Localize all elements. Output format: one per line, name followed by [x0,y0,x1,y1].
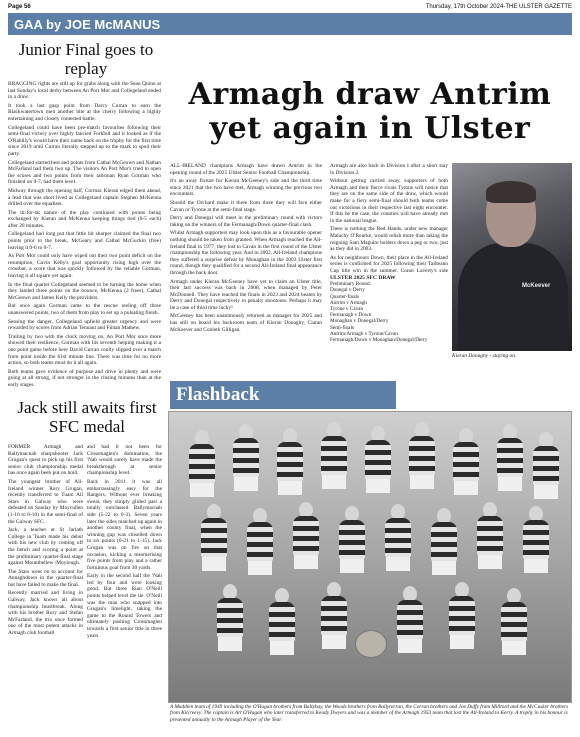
paragraph: Whilst Armagh supporters may look upon this as a favourable opener nothing should be taken from granted. When Armagh reached the All-Ireland final in 1977, they lost to Cavan in the first round of the Ulster championship the following year. And in 2002, All-Ireland champions they suffered a surprise defeat by Monaghan in the 2003 Ulster first round, though they qualified for a second All-Ireland final appearance through the back door. [170,230,322,276]
jack-article-col-b [87,444,162,734]
section-banner: GAA by JOE McMANUS [8,13,572,35]
paragraph: and had it not been for Crossmaglen's domination, the 'Nab would surely have made the breakthrough at senior championship level. [87,444,162,477]
player [363,426,393,498]
paragraph: Trailing by two with the clock moving on, An Port Mor once more showed their resilience, Gorman with his seventh helping making it a one point game before here David Curran coolly slipped over a match from point inside the 61st minute line. There was time for no more action, so both teams must do it all again. [8,333,161,367]
player [267,588,297,660]
team-photo [168,411,572,703]
paragraph: Armagh are also back in Division I after a short stay in Division 2. [330,163,448,176]
kieran-donaghy-photo [452,163,572,351]
photo-jacket [458,243,568,351]
paragraph: As for neighbours Down, their place in the All-Ireland series is confirmed for 2025 following their Tailteann Cup title win in the summer. Conor Laverty's side [330,254,448,273]
player [199,504,229,576]
main-headline: Armagh draw Antrim yet again in Ulster [188,77,552,146]
player [337,506,367,578]
paragraph: There is nothing the Red Hands, under new manager Malachy O'Rourke, would relish more than taking the reigning Sam Maguire holders down a peg or two, just as they did in 2003. [330,226,448,253]
paragraph: The tit-for-tat nature of the play continued with points being exchanged by Kieran and McKenna keeping things tied (0-5 each) after 20 minutes. [8,209,161,229]
player [495,424,525,496]
paragraph: Collegeland could have been pre-match favourites following their semi-final victory over highly fancied Forkhill and it looked as if the O'Rahilly's would have their name back on the trophy for the first time since 2019 until Curran literally stepped up to the mark to spoil their party. [8,124,161,157]
paragraph: Back in 2011 it was all embarrassingly easy for the Rangers. Without ever breaking sweat, they simply glided past a totally outclassed Ballymacnab side (5-22 to 0-3). Seven years later the sides matched up again in another county final, when the winning gap was chiselled down to six points (0-21 to 1-15). Jack Grugan was on fire on that occasion, kicking a mesmerising five points from play and a rather fortuitous goal from 30 yards. [87,478,162,571]
fixture-line: Semi-finals [330,324,354,331]
paragraph: The Stars went on to account for Annaghdown in the quarter-final but have failed to make the final. [8,568,83,588]
player [531,432,561,504]
paragraph: Sensing the danger, Collegeland upfield greater urgency and were rewarded by scores from Adrian Tennant and Fintan Mathew. [8,318,161,332]
fixture-line: Preliminary Round: [330,281,372,288]
paragraph: It took a last gasp point from Darcy Curran to earn the Blackwatertown men another bite at the cherry following a highly entertaining and closely contested battle. [8,102,161,122]
player [429,508,459,580]
photo-hair [486,181,536,203]
player [407,422,437,494]
fixture-line: Fermanagh/Down v Monaghan/Donegal/Derry [330,337,428,344]
paragraph: But once again Gorman came to the rescue reeling off three unanswered points, two of them from play to set up a pulsating finish. [8,303,161,316]
fixture-line: Antrim v Armagh [330,299,367,306]
paragraph: ALL-IRELAND champions Armagh have drawn Antrim in the opening round of the 2025 Ulster Senior Football Championship. [170,163,322,176]
player [275,428,305,500]
player [319,582,349,654]
paragraph: Midway through the opening half, Cormac Kieran edged them ahead, a lead that was short lived as Collegeland captain Stephen McKenna drilled over the equaliser. [8,187,161,208]
player [187,430,217,502]
paragraph: McGeeney has been unanimously returned as manager for 2025 and has still on board his backroom team of Kieran Donaghy, Ciaran McKeever and Conleth Gilligan. [170,313,322,333]
paragraph: Derry and Donegal will meet in the preliminary round with victors taking on the winners of the Fermanagh/Down quarter-final clash. [170,215,322,228]
player [447,582,477,654]
paragraph: Jack, a teacher at St Jarlath College in Tuam made his debut with his new club by coming off the bench and scoring a point at the preliminary quarter-final stage against Mountbellew /Moylough. [8,527,83,567]
fixture-line: Antrim/Armagh v Tyrone/Cavan [330,330,398,337]
paragraph: Both teams gave evidence of purpose and drive in plenty and were going at all strong, if not stronger in the closing minutes than at the early stages. [8,368,161,387]
player [451,428,481,500]
paragraph: In the final quarter Collegeland seemed to be turning the home when they landed three points on the bounce, McKenna (2 frees), Cathal McGeown and James Kelly the providers. [8,281,161,301]
paragraph: Collegeland had long put that little bit sharper claimed the final two points prior to the break, McGeary and Cathal McGuckin (free) leaving it 0-6 to 0-7. [8,231,161,251]
paragraph: Collegeland started best and points from Cathal McGeown and Nathan McFarland had them two up. The visitors An Port Mor's tried to open the scores and two points from their talisman Ryan Gorman who finished on 0-7, had them level. [8,159,161,186]
player [245,508,275,580]
jacket-logo: McKeever [522,283,551,289]
paragraph: As Port Mor could only have wiped out their two point deficit on the resumption, Gavin Kelly's goal opportunity rising high over the crossbar, a score that was quickly followed by the reliable Gorman, leaving it all square yet again. [8,253,161,280]
fixture-line: Monaghan v Donegal/Derry [330,318,389,325]
player [291,502,321,574]
main-article-col2 [170,163,322,368]
player [395,586,425,658]
player [231,424,261,496]
junior-final-headline: Junior Final goes to replay [18,40,154,78]
fixture-line: Fermanagh v Down [330,312,372,319]
photo-caption: Kieran Donaghy - staying on. [452,353,517,359]
fixtures-title: ULSTER 2025 SFC DRAW [330,275,396,281]
player [521,506,551,578]
fixture-line: Quarter-finals [330,293,359,300]
player [319,422,349,494]
fixtures-box [330,275,448,367]
fixture-line: Donegal v Derry [330,287,365,294]
junior-final-body [8,81,161,387]
paragraph: BRAGGING rights are still up for grabs along with the Sean Quinn at last Sunday's local derby between An Port Mor and Collegeland ended in a draw. [8,81,161,101]
paragraph: The youngest brother of All-Ireland winner Rory Grugan, recently transferred to Tuam All Stars in Galway who were defeated on Sunday by Moycullen (1-10 to 0-10) in the semi-final of the Galway SFC. [8,478,83,525]
paragraph: Recently married and living in Galway, Jack knows all about championship heartbreak. Along with his brother Rory and Stefan McFarland, the trio once formed one of the most potent attacks in Armagh club football [8,590,83,637]
main-article-col3 [330,163,448,273]
jack-article-col-a [8,444,83,734]
paragraph: Early in the second half the 'Nab led by four and were looking good. But three Rian O'Neill points helped level the tie. O'Neill was the man who snapped into Grugan's limelight, taking the game to the Round Towers and ultimately pushing Crossmaglen towards a first senior title in three years. [87,573,162,639]
fixture-line: Tyrone v Cavan [330,306,364,313]
paragraph: It's an away fixture for Kieran McGeeney's side and the third time since 2021 that the two have met, Armagh winning the previous two encounters. [170,178,322,198]
paragraph: Without getting carried away, supporters of both Armagh and their fierce rivals Tyrone will notice that they are on the same side of the draw, which would make for a fiery semi-final should both teams come out victorious in their respective last eight encounter. If this be the case, the counties will have already met in the national league. [330,178,448,224]
paragraph: Should the Orchard make it three from three they will face either Cavan or Tyrone at the semi-final stage. [170,199,322,213]
player [499,588,529,660]
publication-date: Thursday, 17th October 2024-THE ULSTER GAZETTE [425,4,572,10]
page-number: Page 56 [8,4,31,10]
paragraph: FORMER Armagh and Ballymacnab sharpshooter Jack Grugan's quest to pick up his first senior club championship medal has once again been put on hold. [8,444,83,477]
flashback-caption: A Maddlen team of 1949 including the O'Hagan brothers from Ballybay, the Woods brothers from Ballytorran, the Corran brothers and Joe Duffy from Milltord and the McCusker brothers from Kilcreevy. The captain is Art O'Hagan who later transferred to Keady Dwyers and was a member of the Armagh 1953 team that lost the All-Ireland to Kerry. A trophy in his honour is presented annually to the Armagh Player of the Year. [170,704,569,723]
football [355,630,387,658]
paragraph: Armagh under Kieran McGeeney have yet to claim an Ulster title, their last success was back in 2008, when managed by Peter McDonnell. They have reached the finals in 2023 and 2024 beaten by Derry and Donegal respectively in penalty shootouts. Perhaps it may be a case of third time lucky! [170,278,322,311]
player [215,584,245,656]
jack-headline: Jack still awaits first SFC medal [17,398,157,436]
flashback-banner: Flashback [170,381,396,409]
player [475,502,505,574]
player [383,504,413,576]
